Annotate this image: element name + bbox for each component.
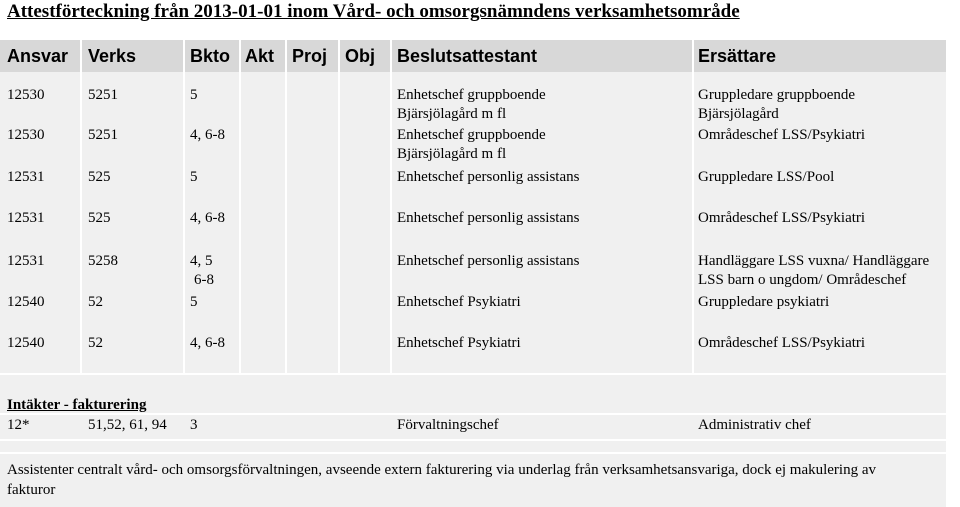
column-divider xyxy=(692,40,694,373)
column-divider xyxy=(285,40,287,373)
header-bkto: Bkto xyxy=(190,46,230,66)
cell-ansvar: 12540 xyxy=(7,335,45,351)
cell-bkto: 5 xyxy=(190,169,198,185)
cell-beslut: Förvaltningschef xyxy=(397,417,499,433)
column-divider xyxy=(80,40,82,373)
header-beslutsattestant: Beslutsattestant xyxy=(397,46,538,66)
cell-verks: 5251 xyxy=(88,87,118,103)
cell-ansvar: 12530 xyxy=(7,127,45,143)
column-divider xyxy=(183,40,185,373)
column-divider xyxy=(390,40,392,373)
cell-beslut: Enhetschef personlig assistans xyxy=(397,210,580,226)
cell-beslut: Enhetschef personlig assistans xyxy=(397,253,580,269)
cell-ersattare: Gruppledare psykiatri xyxy=(698,294,830,310)
cell-bkto: 5 xyxy=(190,294,198,310)
header-obj: Obj xyxy=(345,46,375,66)
header-ersattare: Ersättare xyxy=(698,46,777,66)
cell-ansvar: 12531 xyxy=(7,210,45,226)
cell-beslut: Enhetschef gruppboende xyxy=(397,127,546,143)
column-divider xyxy=(338,40,340,373)
section-divider xyxy=(0,373,946,375)
cell-verks: 52 xyxy=(88,335,103,351)
cell-ersattare: Områdeschef LSS/Psykiatri xyxy=(698,335,866,351)
cell-ersattare: Handläggare LSS vuxna/ Handläggare xyxy=(698,253,930,269)
cell-beslut: Enhetschef Psykiatri xyxy=(397,335,521,351)
cell-verks: 5251 xyxy=(88,127,118,143)
cell-bkto: 5 xyxy=(190,87,198,103)
header-akt: Akt xyxy=(245,46,275,66)
cell-beslut-line2: Bjärsjölagård m fl xyxy=(397,106,507,122)
header-proj: Proj xyxy=(292,46,328,66)
cell-bkto: 3 xyxy=(190,417,198,433)
column-divider xyxy=(239,40,241,373)
cell-verks: 525 xyxy=(88,210,111,226)
cell-bkto: 4, 6-8 xyxy=(190,335,225,351)
cell-verks: 5258 xyxy=(88,253,118,269)
cell-bkto: 4, 6-8 xyxy=(190,127,225,143)
row-divider xyxy=(0,439,946,441)
cell-ansvar: 12531 xyxy=(7,169,45,185)
cell-ersattare: Områdeschef LSS/Psykiatri xyxy=(698,210,866,226)
cell-verks: 51,52, 61, 94 xyxy=(88,417,167,433)
cell-beslut-line2: Bjärsjölagård m fl xyxy=(397,146,507,162)
cell-verks: 525 xyxy=(88,169,111,185)
cell-beslut: Enhetschef gruppboende xyxy=(397,87,546,103)
cell-ersattare: Områdeschef LSS/Psykiatri xyxy=(698,127,866,143)
cell-bkto: 4, 6-8 xyxy=(190,210,225,226)
cell-beslut: Enhetschef personlig assistans xyxy=(397,169,580,185)
cell-ersattare-line2: LSS barn o ungdom/ Områdeschef xyxy=(698,272,907,288)
page-title: Attestförteckning från 2013-01-01 inom Vård- och omsorgsnämndens verksamhetsområde xyxy=(7,1,740,22)
cell-ersattare: Administrativ chef xyxy=(698,417,811,433)
header-verks: Verks xyxy=(88,46,137,66)
cell-ansvar: 12530 xyxy=(7,87,45,103)
section-title: Intäkter - fakturering xyxy=(7,397,147,413)
cell-bkto-line2: 6-8 xyxy=(194,272,214,288)
cell-ansvar: 12* xyxy=(7,417,30,433)
cell-ansvar: 12531 xyxy=(7,253,45,269)
cell-ansvar: 12540 xyxy=(7,294,45,310)
cell-ersattare-line2: Bjärsjölagård xyxy=(698,106,779,122)
cell-ersattare: Gruppledare LSS/Pool xyxy=(698,169,835,185)
header-ansvar: Ansvar xyxy=(7,46,69,66)
cell-verks: 52 xyxy=(88,294,103,310)
footnote: Assistenter centralt vård- och omsorgsförvaltningen, avseende extern fakturering via underlag från verksamhetsansvariga, dock ej makulering av fakturor xyxy=(7,462,876,498)
cell-bkto: 4, 5 xyxy=(190,253,213,269)
cell-ersattare: Gruppledare gruppboende xyxy=(698,87,856,103)
cell-beslut: Enhetschef Psykiatri xyxy=(397,294,521,310)
row-divider xyxy=(0,452,946,454)
table-header xyxy=(0,40,946,72)
